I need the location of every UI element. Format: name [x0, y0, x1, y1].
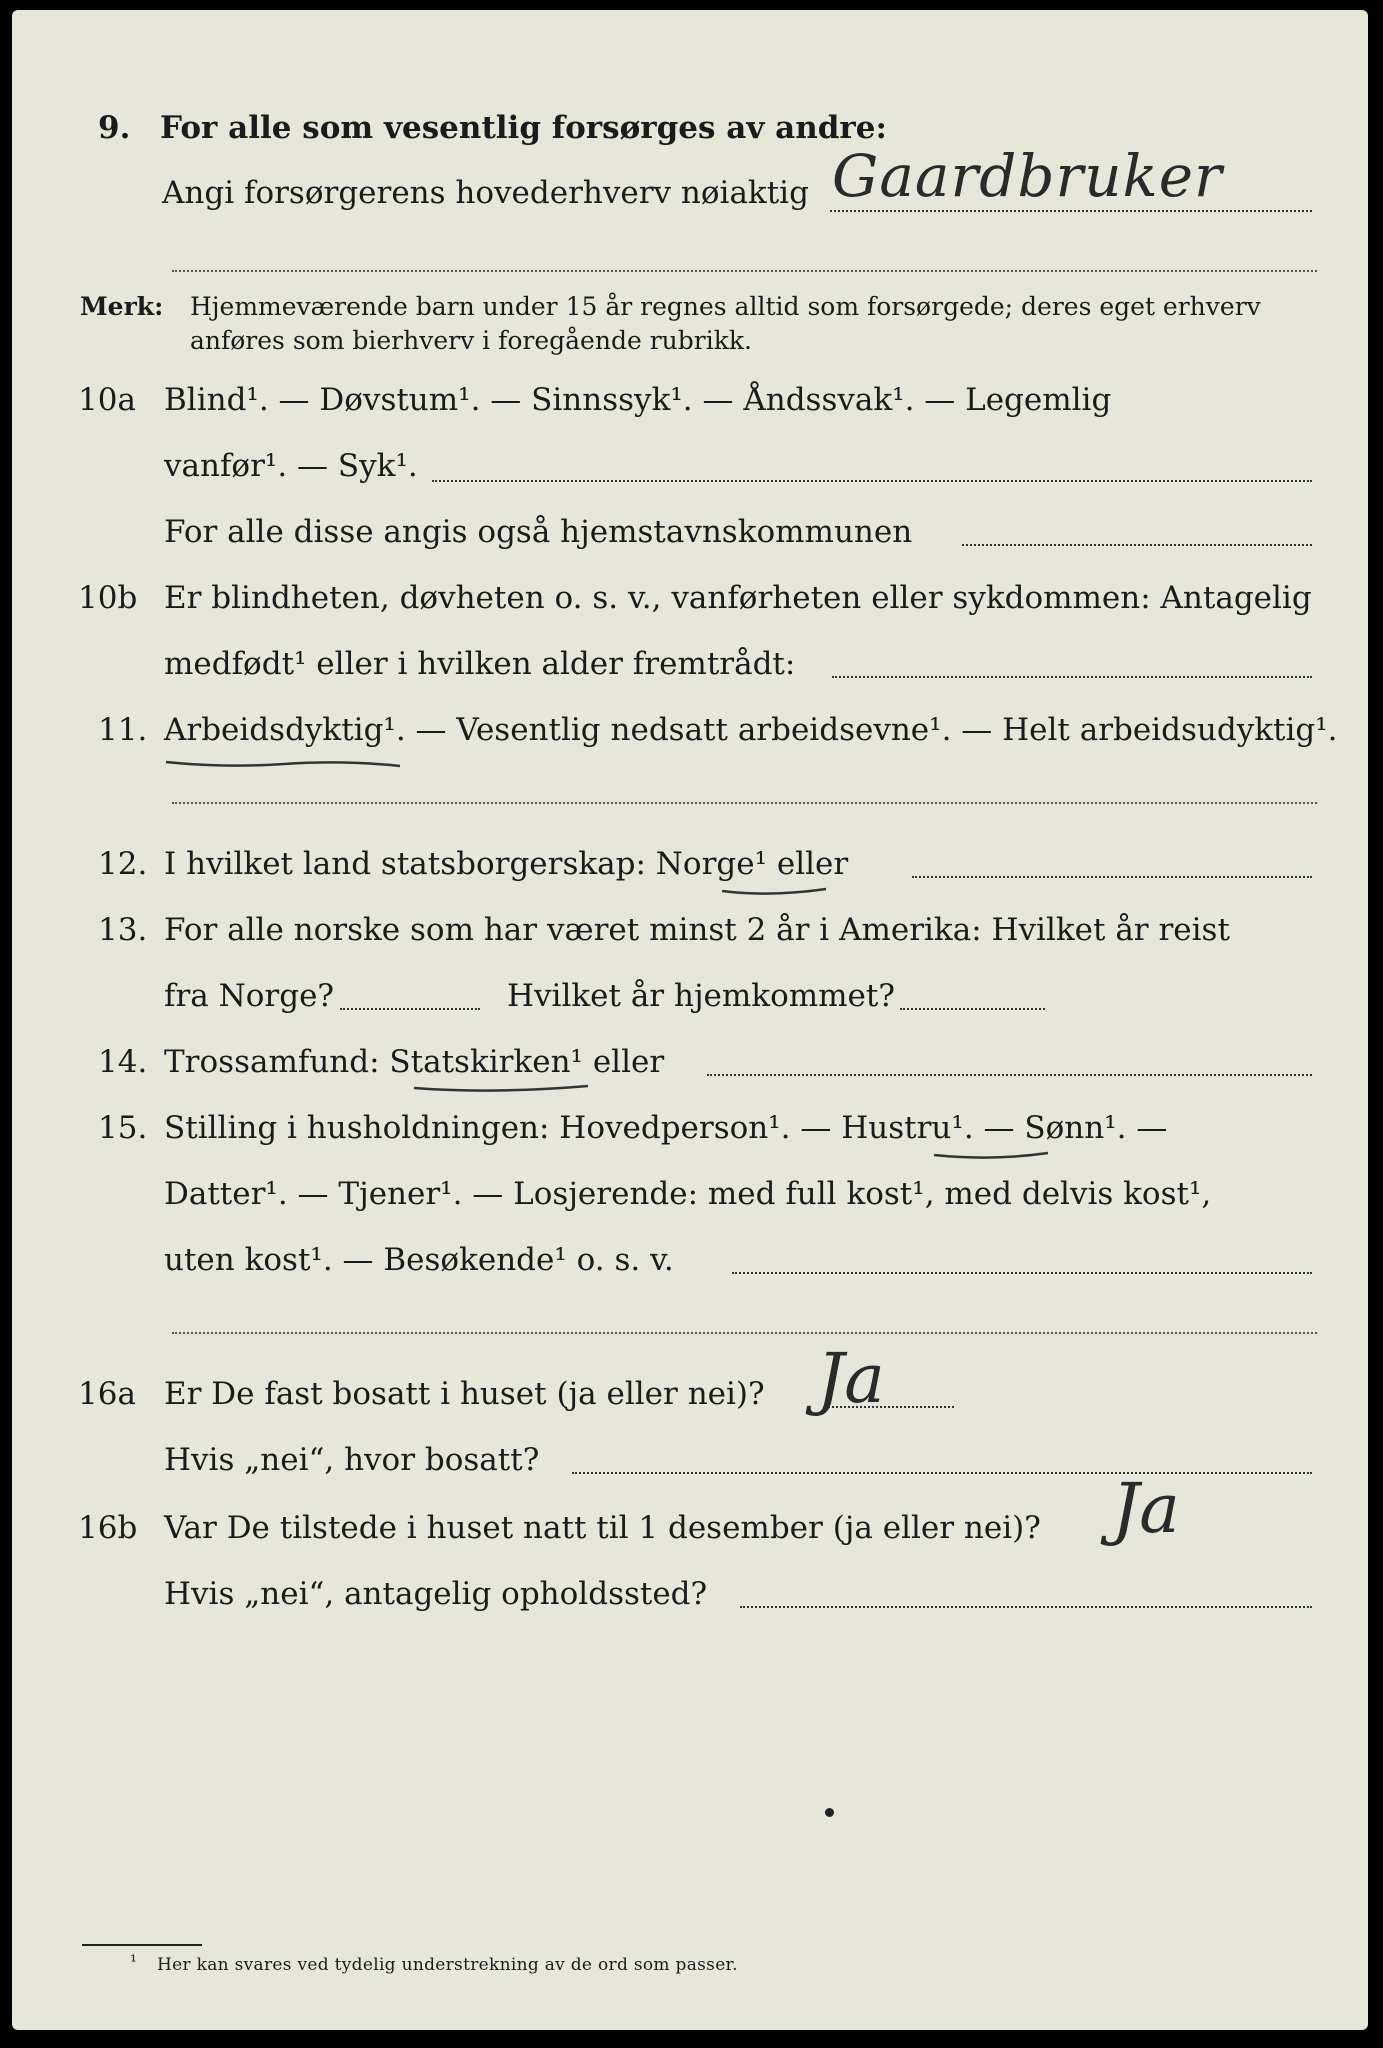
q16b-line2: Hvis „nei“, antagelig opholdssted?: [164, 1576, 708, 1612]
q10b-line1: Er blindheten, døvheten o. s. v., vanførheten eller sykdommen: Antagelig: [164, 580, 1312, 616]
q16a-number: 16a: [78, 1376, 136, 1412]
q16b-handwritten-answer: Ja: [1112, 1470, 1180, 1549]
q16b-line2-fill: [740, 1606, 1312, 1608]
footnote-mark: ¹: [130, 1952, 137, 1972]
q12-number: 12.: [98, 846, 148, 882]
q12-fill: [912, 876, 1312, 878]
q9-answer-line: [830, 210, 1312, 212]
q16a-handwritten-answer: Ja: [817, 1340, 885, 1419]
footnote-text: Her kan svares ved tydelig understrekning av de ord som passer.: [157, 1955, 738, 1975]
census-form-sheet: [12, 10, 1368, 2030]
q14-fill: [707, 1074, 1312, 1076]
q14-number: 14.: [98, 1044, 148, 1080]
q13-number: 13.: [98, 912, 148, 948]
q15-line1: Stilling i husholdningen: Hovedperson¹. — Hustru¹. — Sønn¹. —: [164, 1110, 1168, 1146]
q9-number: 9.: [98, 110, 131, 146]
merk-line2: anføres som bierhverv i foregående rubrikk.: [190, 326, 752, 355]
q10a-line2-fill: [432, 480, 1312, 482]
q13-line2a-fill: [340, 1008, 480, 1010]
q9-extra-line: [172, 270, 1317, 272]
q11-extra-line: [172, 802, 1317, 804]
q14-line1: Trossamfund: Statskirken¹ eller: [164, 1044, 665, 1080]
q9-line1: For alle som vesentlig forsørges av andre:: [160, 110, 887, 146]
q10a-line3: For alle disse angis også hjemstavnskommunen: [164, 514, 913, 550]
q13-line2b: Hvilket år hjemkommet?: [507, 978, 895, 1014]
q16a-line2-fill: [572, 1472, 1312, 1474]
q15-underline-hustru: [932, 1147, 1052, 1163]
q12-line1: I hvilket land statsborgerskap: Norge¹ eller: [164, 846, 849, 882]
q15-extra-line: [172, 1332, 1317, 1334]
q10a-line1: Blind¹. — Døvstum¹. — Sinnssyk¹. — Åndssvak¹. — Legemlig: [164, 382, 1112, 418]
footnote-rule: [82, 1944, 202, 1946]
ink-dot: [825, 1808, 834, 1817]
q12-underline-norge: [720, 883, 830, 899]
merk-line1: Hjemmeværende barn under 15 år regnes alltid som forsørgede; deres eget erhverv: [190, 292, 1261, 321]
q10a-line2: vanfør¹. — Syk¹.: [164, 448, 418, 484]
q11-line1: Arbeidsdyktig¹. — Vesentlig nedsatt arbeidsevne¹. — Helt arbeidsudyktig¹.: [164, 712, 1338, 748]
q11-number: 11.: [98, 712, 148, 748]
q15-number: 15.: [98, 1110, 148, 1146]
q10a-number: 10a: [78, 382, 136, 418]
q16a-line1: Er De fast bosatt i huset (ja eller nei)?: [164, 1376, 765, 1412]
q13-line1: For alle norske som har været minst 2 år i Amerika: Hvilket år reist: [164, 912, 1230, 948]
q9-line2: Angi forsørgerens hovederhverv nøiaktig: [162, 175, 809, 211]
q15-line2: Datter¹. — Tjener¹. — Losjerende: med full kost¹, med delvis kost¹,: [164, 1176, 1212, 1212]
q16b-number: 16b: [78, 1510, 138, 1546]
q16a-line2: Hvis „nei“, hvor bosatt?: [164, 1442, 540, 1478]
q9-handwritten-answer: Gaardbruker: [832, 142, 1223, 210]
merk-label: Merk:: [80, 292, 164, 321]
q13-line2a: fra Norge?: [164, 978, 335, 1014]
q15-line3: uten kost¹. — Besøkende¹ o. s. v.: [164, 1242, 674, 1278]
q15-fill: [732, 1272, 1312, 1274]
q10b-number: 10b: [78, 580, 138, 616]
q10a-line3-fill: [962, 544, 1312, 546]
q16b-line1: Var De tilstede i huset natt til 1 desember (ja eller nei)?: [164, 1510, 1041, 1546]
q14-underline-statskirken: [412, 1080, 592, 1096]
q11-underline-arbeidsdyktig: [164, 752, 404, 772]
q10b-line2-fill: [832, 676, 1312, 678]
q13-line2b-fill: [900, 1008, 1045, 1010]
q10b-line2: medfødt¹ eller i hvilken alder fremtrådt:: [164, 646, 796, 682]
